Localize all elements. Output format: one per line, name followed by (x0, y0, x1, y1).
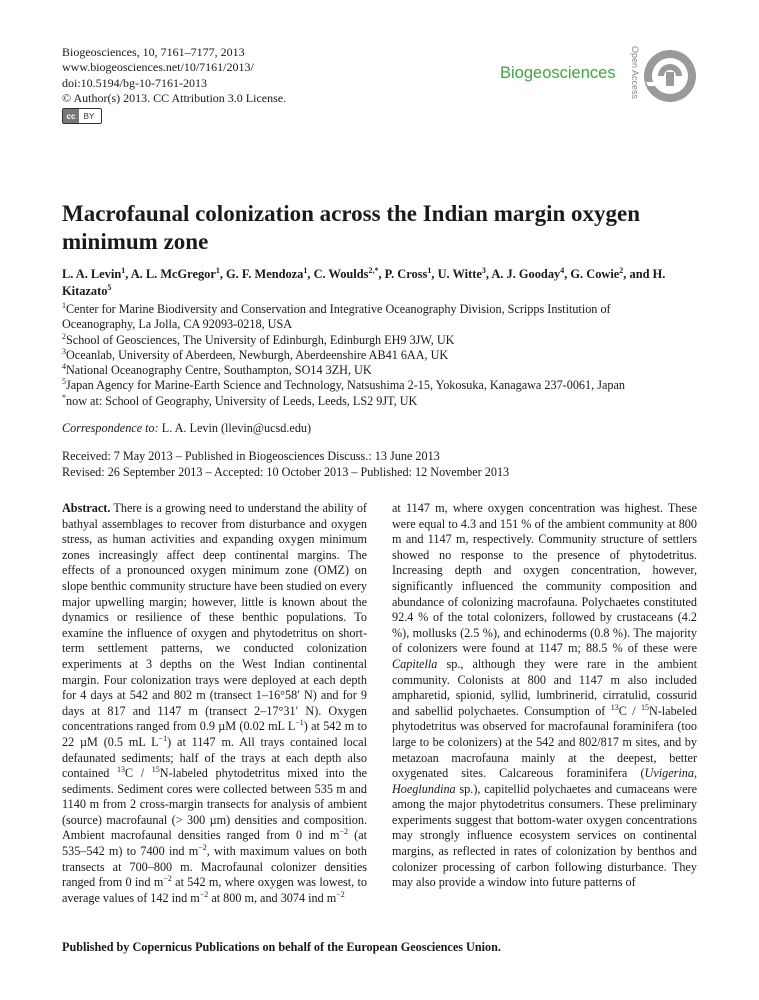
taxon-name: Uvigerina (644, 766, 694, 781)
affiliation-text: Oceanography, La Jolla, CA 92093-0218, USA (62, 317, 293, 332)
author: H. Kitazato (62, 267, 666, 298)
unit-superscript: −1 (295, 718, 304, 728)
publication-dates (62, 449, 509, 480)
abstract-text: , with maximum values on both transects at 700–800 m. Macrofaunal colonizer densities ranged from 0 ind m (62, 844, 367, 890)
abstract-text: ) at 1147 m. All trays contained local defaunated sediments; half of the trays at each depth also contained (62, 734, 367, 781)
affiliation (62, 394, 702, 409)
affiliation (62, 302, 702, 317)
publisher-footer: Published by Copernicus Publications on behalf of the European Geosciences Union. (62, 940, 501, 954)
abstract-text: N-labeled phytodetritus mixed into the sediments. Sediment cores were collected between 535 m and 1140 m from 2 cross-margin transects for analysis of ambient (source) macrofaunal (> 300 µm) densities and composition. Ambient macrofaunal densities ranged from 0 ind m (62, 766, 367, 843)
abstract-text: (at 535–542 m) to 7400 ind m (62, 828, 368, 859)
paper-title: Macrofaunal colonization across the Indian margin oxygen minimum zone (62, 201, 640, 254)
unit-superscript: −2 (336, 889, 345, 899)
citation-block (62, 45, 286, 107)
author-affiliation-mark: 3 (481, 265, 486, 275)
author-affiliation-mark: 5 (107, 282, 112, 292)
citation-license-line: © Author(s) 2013. CC Attribution 3.0 License. (62, 91, 287, 106)
correspondence-line (62, 421, 311, 436)
affiliation-text: Oceanlab, University of Aberdeen, Newburgh, Aberdeenshire AB41 6AA, UK (66, 347, 449, 362)
journal-name: Biogeosciences (500, 64, 616, 82)
affiliation-mark: * (62, 392, 66, 402)
abstract-text: at 800 m, and 3074 ind m (208, 890, 337, 905)
abstract-label: Abstract. (62, 501, 111, 515)
unit-superscript: −2 (339, 827, 348, 837)
author: G. Cowie (570, 267, 620, 281)
abstract-text: sp., although they were rare in the ambient community. Colonists at 800 and 1147 m also included ampharetid, spionid, syllid, lumbrinerid, cirratulid, cossurid and sabellid polychaetes. Consumption of (392, 656, 697, 718)
affiliation (62, 333, 702, 348)
abstract-text: ) at 542 m to 22 µM (0.5 mL L (62, 719, 367, 749)
affiliation-list (62, 302, 702, 409)
isotope-superscript: 15 (151, 765, 160, 775)
author-list: L. A. Levin$^1$, A. L. McGregor$^1$, G. F. Mendoza$^1$, C. Woulds$^{2,*}$, P. Cross$^1$, U. Witte$^3$, A. J. Gooday$^4$, G. Cowie$^2$, and H. Kitazato$^5$ (62, 265, 666, 298)
affiliation-mark: 4 (62, 362, 66, 372)
affiliation-mark: 1 (62, 300, 66, 310)
affiliation-text: Japan Agency for Marine-Earth Science and Technology, Natsushima 2-15, Yokosuka, Kanagawa 237-0061, Japan (66, 378, 625, 393)
author-affiliation-mark: 1 (121, 265, 126, 275)
author-affiliation-mark: 4 (560, 265, 565, 275)
isotope-superscript: 13 (117, 765, 126, 775)
abstract-text: N-labeled phytodetritus was observed for macrofaunal foraminifera (too large to be colonizers) at the 542 and 802/817 m sites, and by metazoan macrofauna mainly at the deepest, better oxygenated sites. Calcareous foraminifera ( (392, 703, 697, 781)
unit-superscript: −2 (198, 843, 207, 852)
unit-superscript: −2 (199, 889, 209, 899)
affiliation-mark: 3 (62, 346, 66, 356)
cc-license-icon[interactable] (62, 108, 102, 124)
author: A. L. McGregor (130, 267, 216, 281)
open-access-label: Open Access (630, 46, 640, 100)
unit-superscript: −2 (163, 874, 172, 884)
correspondence-label: Correspondence to: (62, 421, 159, 435)
affiliation (62, 317, 702, 332)
taxon-name: Hoeglundina (392, 781, 456, 796)
isotope-superscript: 13 (610, 702, 619, 712)
author-affiliation-mark: 1 (215, 265, 220, 275)
author-affiliation-mark: 2 (619, 265, 624, 275)
abstract-text: C / (125, 766, 152, 781)
author: P. Cross (384, 267, 428, 281)
author: C. Woulds (313, 267, 369, 281)
isotope-superscript: 15 (640, 702, 649, 712)
author: U. Witte (437, 267, 482, 281)
cc-badge-left: cc (63, 109, 79, 123)
author: A. J. Gooday (491, 267, 561, 281)
affiliation-mark: 2 (62, 331, 66, 341)
open-access-logo-icon (642, 48, 698, 104)
affiliation (62, 363, 702, 378)
correspondence-contact[interactable]: L. A. Levin (llevin@ucsd.edu) (161, 421, 312, 435)
abstract-right-column (392, 501, 697, 891)
abstract-text: There is a growing need to understand the ability of bathyal assemblages to recover from disturbance and oxygen stress, as human activities and expanding oxygen minimum zones increasingly affect deep continental margins. The effects of a pronounced oxygen minimum zone (OMZ) on slope benthic community structure have been studied on every major upwelling margin; however, little is known about the dynamics or resilience of these benthic populations. To examine the influence of oxygen and phytodetritus on short-term settlement patterns, we conducted colonization experiments at 3 depths on the West Indian continental margin. Four colonization trays were deployed at each depth for 4 days at 542 and 802 m (transect 1–16°58′ N) and for 9 days at 817 and 1147 m (transect 2–17°31′ N). Oxygen concentrations ranged from 0.9 µM (0.02 mL L (62, 501, 367, 734)
citation-journal-line: Biogeosciences, 10, 7161–7177, 2013 (62, 45, 245, 59)
affiliation-text: National Oceanography Centre, Southampton, SO14 3ZH, UK (66, 363, 372, 378)
unit-superscript: −1 (158, 733, 168, 743)
abstract-text: at 542 m, where oxygen was lowest, to average values of 142 ind m (62, 875, 367, 905)
dates-received: Received: 7 May 2013 – Published in Biogeosciences Discuss.: 13 June 2013 (62, 449, 440, 463)
abstract-text: at 1147 m, where oxygen concentration was highest. These were equal to 4.3 and 151 % of the ambient community at 800 m and 1147 m, respectively. Community structure of settlers showed no response to the presence of phytodetritus. Increasing depth and oxygen concentration, however, significantly influenced the community composition and abundance of colonizing macrofauna. Polychaetes constituted 92.4 % of the total colonizers, followed by crustaceans (4.2 %), mollusks (2.5 %), and echinoderms (0.8 %). The majority of colonizers were found at 1147 m; 88.5 % of these were (392, 501, 697, 656)
dates-revised: Revised: 26 September 2013 – Accepted: 10 October 2013 – Published: 12 November 2013 (62, 464, 510, 479)
author-affiliation-mark: 1 (427, 265, 432, 275)
abstract-text: sp.), capitellid polychaetes and cumaceans were among the major phytodetritus consumers. These preliminary experiments suggest that bottom-water oxygen concentrations may strongly influence ecosystem services on continental margins, as reflected in rates of colonization by benthos and colonizer processing of carbon following disturbance. They may also provide a window into future patterns of (392, 781, 697, 890)
author: L. A. Levin (62, 267, 122, 281)
author-affiliation-mark: 2,* (368, 265, 379, 275)
cc-badge-right: BY (83, 111, 95, 121)
abstract-left-column (62, 501, 367, 906)
abstract-text: , (693, 766, 697, 781)
affiliation (62, 378, 702, 393)
affiliation-mark: 5 (62, 377, 66, 387)
citation-url-line[interactable]: www.biogeosciences.net/10/7161/2013/ (62, 60, 254, 75)
author-affiliation-mark: 1 (303, 265, 308, 275)
abstract-text: C / (618, 703, 641, 718)
taxon-name: Capitella (392, 656, 438, 671)
citation-doi-line[interactable]: doi:10.5194/bg-10-7161-2013 (62, 75, 207, 90)
affiliation (62, 348, 702, 363)
affiliation-text: Center for Marine Biodiversity and Conservation and Integrative Oceanography Division, Scripps Institution of (66, 302, 611, 316)
author: G. F. Mendoza (226, 267, 304, 281)
affiliation-text: now at: School of Geography, University of Leeds, Leeds, LS2 9JT, UK (66, 393, 418, 408)
affiliation-text: School of Geosciences, The University of Edinburgh, Edinburgh EH9 3JW, UK (66, 332, 455, 347)
